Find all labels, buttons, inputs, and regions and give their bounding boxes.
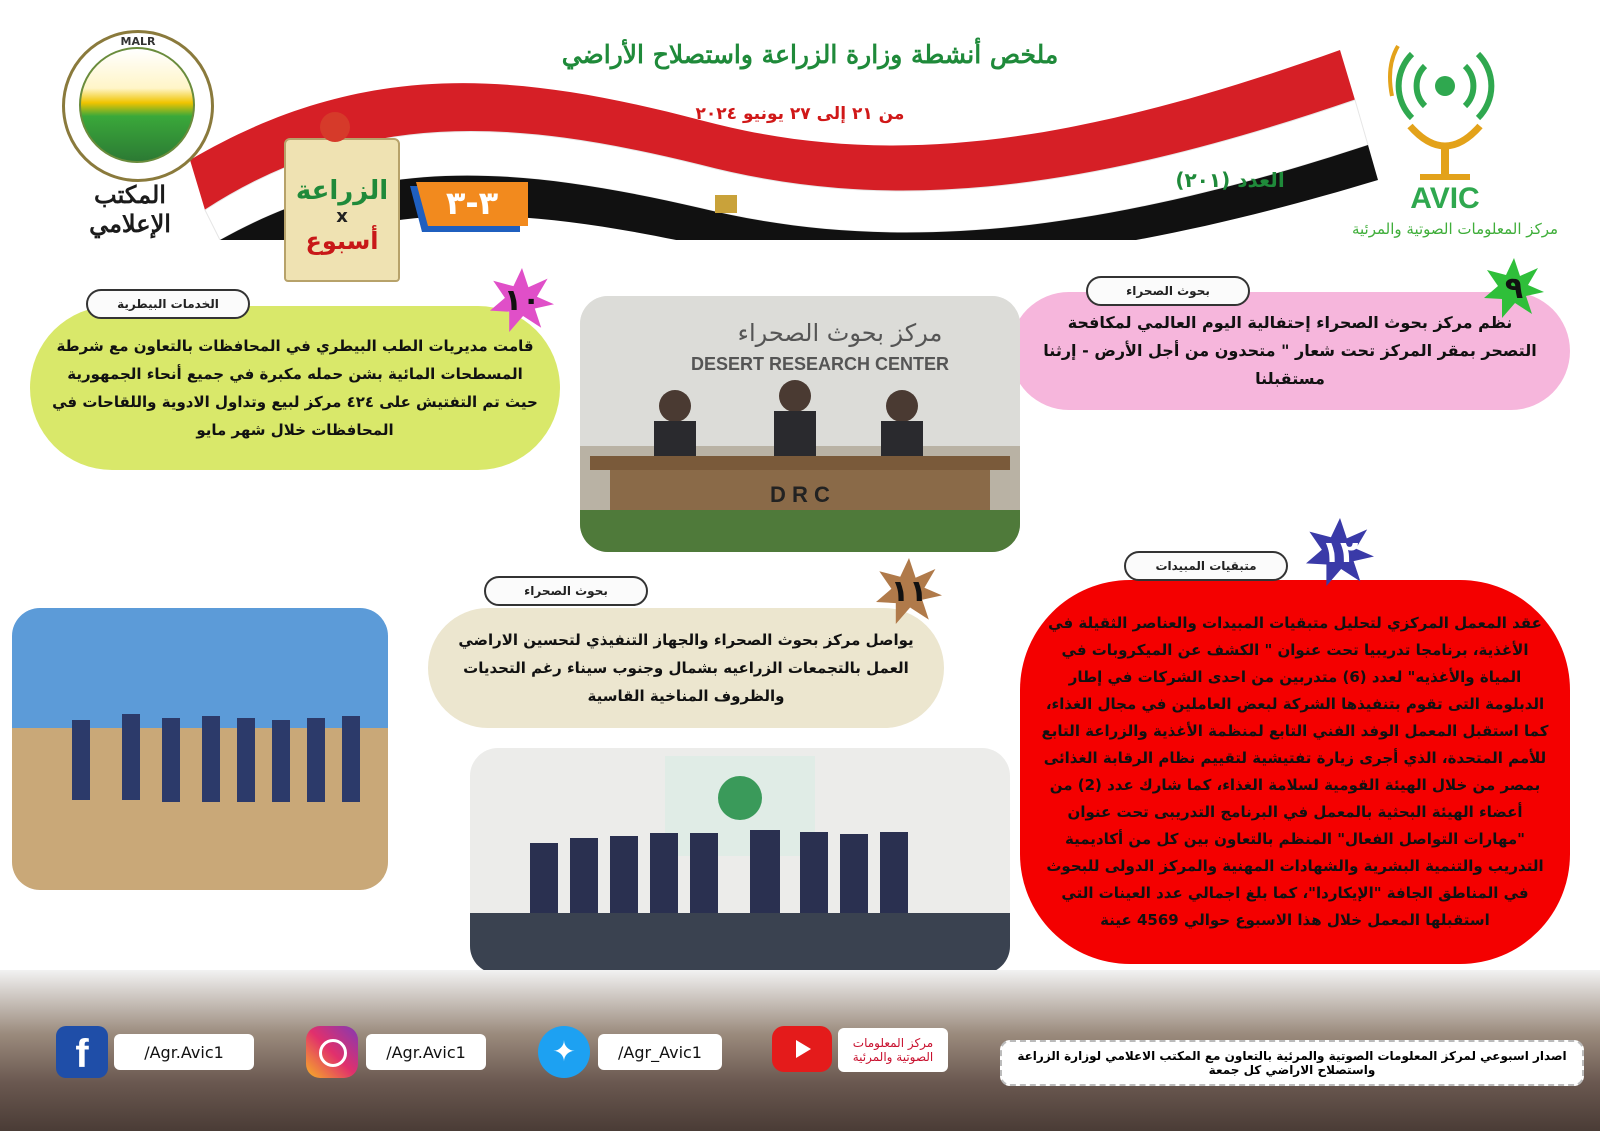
tag-line3: أسبوع (305, 227, 379, 255)
media-office-title: المكتب الإعلامي (89, 180, 171, 238)
pushpin-icon (320, 112, 350, 142)
item11-number: ١١ (890, 573, 928, 609)
tag-line1: الزراعة (295, 176, 389, 206)
item12-bubble (1020, 580, 1570, 964)
avic-subtitle: مركز المعلومات الصوتية والمرئية (1351, 220, 1559, 238)
week-badge (402, 182, 528, 236)
item11-bubble (428, 608, 944, 728)
malr-logo-text: MALR (120, 35, 156, 48)
item12-text: عقد المعمل المركزي لتحليل متبقيات المبيدات والعناصر الثقيلة في الأغذية، برنامجا تدريبيا تحت عنوان " الكشف عن الميكروبات في المياة والأغذيه" لعدد (6) متدربين من احدى الشركات في إطار الدبلومة التى تقوم بتنفيذها الشركة لبعض العاملين في مجال الغذاء، كما استقبل المعمل الوفد الفني التابع لمنظمة الأغذية والزراعة التابع للأمم المتحدة، الذي أجرى زيارة تفتيشية لتقييم نظام الرقابة الغذائى بمصر من خلال الهيئة القومية لسلامة الغذاء، كما شارك عدد (2) من أعضاء الهيئة البحثية بالمعمل في البرنامج التدريبى تحت عنوان "مهارات التواصل الفعال" المنظم بالتعاون بين كل من أكاديمية التدريب والتنمية البشرية والشهادات المهنية والمركز الدولى للبحوث في المناطق الجافة "الإيكاردا"، كما بلغ اجمالي عدد العينات التي استقبلها المعمل خلال هذا الاسبوع حوالي 4569 عينة (1041, 614, 1549, 929)
item9-number-badge (1484, 258, 1544, 318)
tag-line2: x (336, 206, 348, 227)
drc-panel-photo (580, 296, 1020, 552)
eagle-icon (715, 195, 737, 213)
drc-sign-arabic: مركز بحوث الصحراء (737, 319, 943, 347)
avic-logo-text: AVIC (1410, 182, 1480, 215)
drc-sign-english: DESERT RESEARCH CENTER (690, 354, 950, 374)
page-title: ملخص أنشطة وزارة الزراعة واستصلاح الأراضي (561, 40, 1059, 69)
youtube-icon (772, 1026, 832, 1072)
item9-number: ٩ (1504, 270, 1524, 306)
twitter-handle: /Agr_Avic1 (598, 1034, 722, 1070)
instagram-link[interactable] (296, 1020, 496, 1084)
instagram-icon (306, 1026, 358, 1078)
item11-number-badge (876, 558, 942, 624)
agriculture-week-tag (284, 138, 400, 282)
facebook-icon: f (56, 1026, 108, 1078)
drc-desk-text: D R C (770, 482, 830, 507)
item10-number-badge (490, 268, 554, 332)
issue-number: العدد (٢٠١) (1175, 168, 1285, 192)
youtube-label: مركز المعلومات الصوتية والمرئية (838, 1028, 948, 1072)
item9-label: بحوث الصحراء (1086, 276, 1250, 306)
instagram-handle: /Agr.Avic1 (366, 1034, 486, 1070)
avic-logo (1380, 36, 1510, 216)
item10-number: ١٠ (503, 282, 541, 318)
item9-text: نظم مركز بحوث الصحراء إحتفالية اليوم العالمي لمكافحة التصحر بمقر المركز تحت شعار " متحدون من أجل الأرض - إرثنا مستقبلنا (1043, 313, 1537, 388)
youtube-link[interactable] (764, 1018, 964, 1084)
twitter-icon: ✦ (538, 1026, 590, 1078)
item12-label: متبقيات المبيدات (1124, 551, 1288, 581)
malr-logo (62, 30, 214, 182)
item11-text: يواصل مركز بحوث الصحراء والجهاز التنفيذي لتحسين الاراضي العمل بالتجمعات الزراعيه بشمال وجنوب سيناء رغم التحديات والظروف المناخية القاسية (458, 631, 914, 705)
date-range: من ٢١ إلى ٢٧ يونيو ٢٠٢٤ (695, 104, 905, 124)
footer-note: اصدار اسبوعي لمركز المعلومات الصوتية والمرئية بالتعاون مع المكتب الاعلامي لوزارة الزراعة واستصلاح الاراضي كل جمعة (1000, 1040, 1584, 1086)
facebook-link[interactable] (40, 1020, 260, 1084)
broadcast-icon (1399, 54, 1492, 118)
training-group-photo (470, 748, 1010, 974)
week-badge-text: ٣-٣ (445, 184, 499, 222)
sinai-field-photo (12, 608, 388, 890)
item10-text: قامت مديريات الطب البيطري في المحافظات بالتعاون مع شرطة المسطحات المائية بشن حمله مكبرة في جميع أنحاء الجمهورية حيث تم التفتيش على ٤٢٤ مركز لبيع وتداول الادوية واللقاحات في المحافظات خلال شهر مايو (52, 337, 538, 439)
item10-bubble (30, 306, 560, 470)
twitter-link[interactable] (528, 1020, 728, 1084)
facebook-handle: /Agr.Avic1 (114, 1034, 254, 1070)
item12-number-badge (1306, 518, 1374, 586)
item12-number: ١٢ (1321, 534, 1359, 570)
item10-label: الخدمات البيطرية (86, 289, 250, 319)
item11-label: بحوث الصحراء (484, 576, 648, 606)
